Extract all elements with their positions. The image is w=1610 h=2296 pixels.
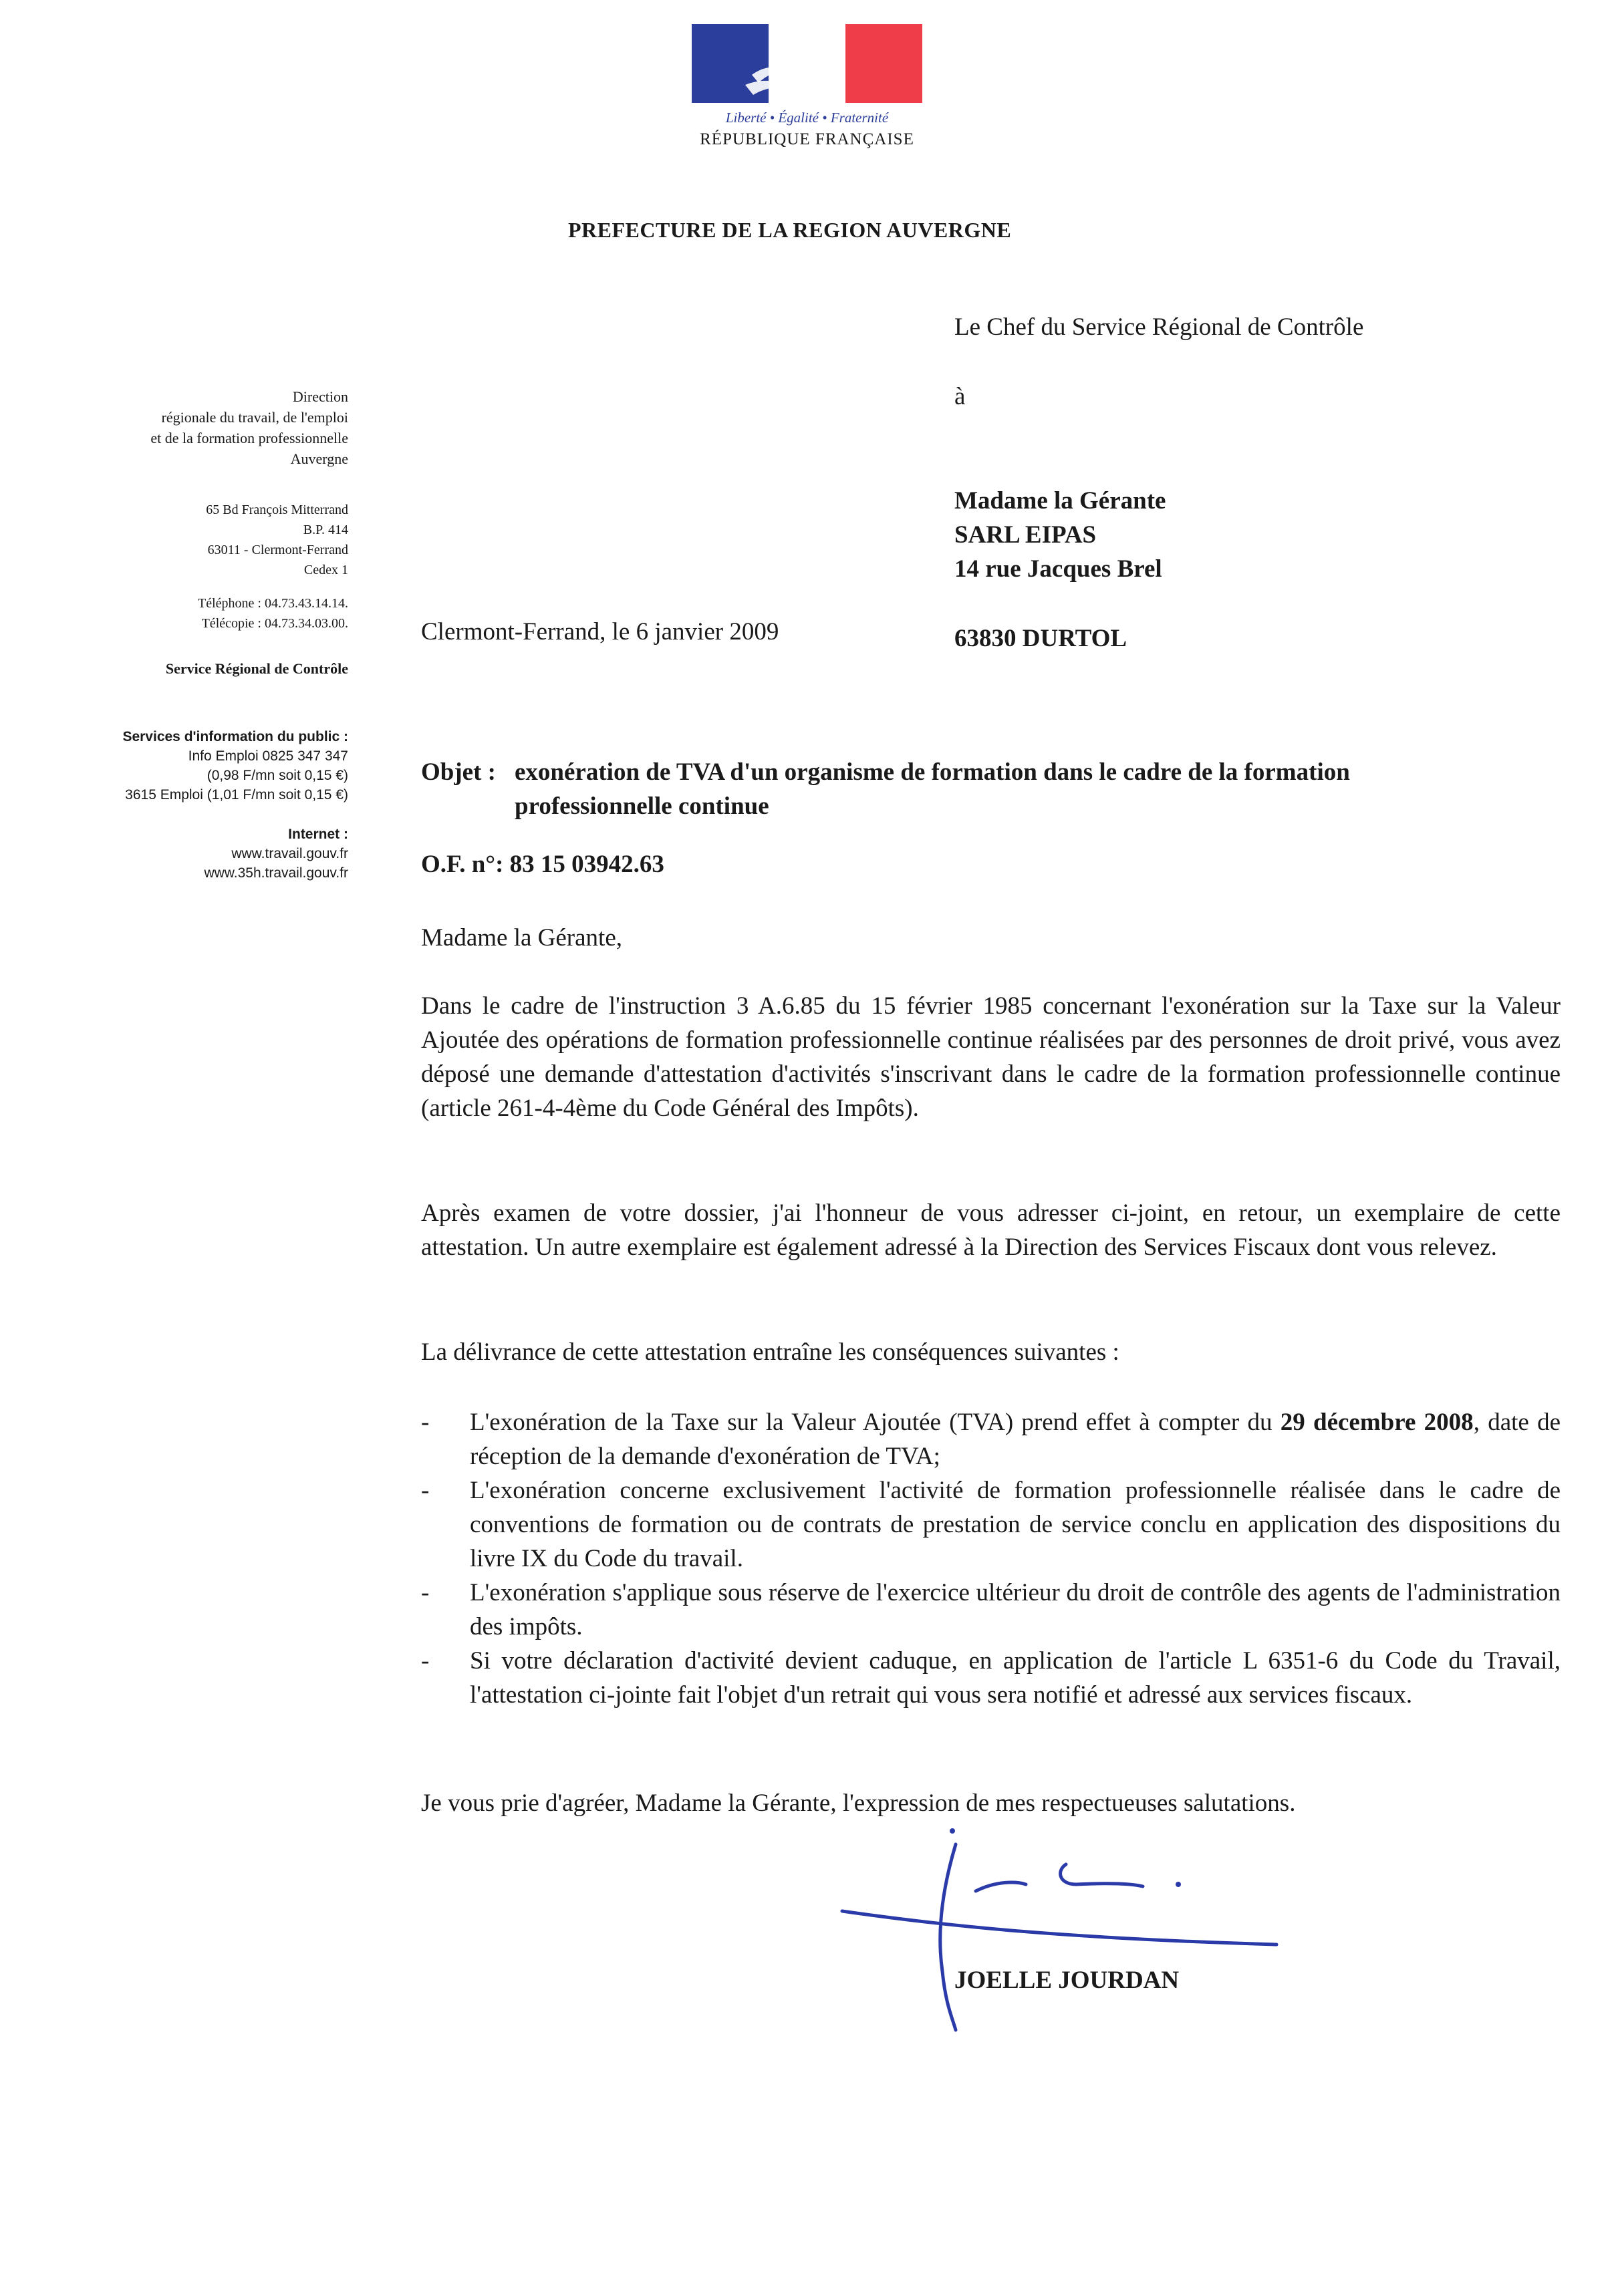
list-item bbox=[421, 1473, 1561, 1576]
public-info bbox=[122, 727, 348, 805]
bullet-dash: - bbox=[421, 1579, 430, 1606]
address-line: Cedex 1 bbox=[303, 563, 348, 577]
list-item bbox=[421, 1576, 1561, 1644]
public-info-line: Info Emploi 0825 347 347 bbox=[188, 748, 348, 764]
phone-number: Téléphone : 04.73.43.14.14. bbox=[198, 596, 348, 611]
place-date: Clermont-Ferrand, le 6 janvier 2009 bbox=[421, 618, 779, 645]
republic-motto: Liberté • Égalité • Fraternité bbox=[725, 110, 889, 126]
recipient-block bbox=[954, 484, 1166, 586]
internet-link: www.travail.gouv.fr bbox=[231, 846, 348, 861]
service-name: Service Régional de Contrôle bbox=[165, 660, 348, 677]
public-info-line: (0,98 F/mn soit 0,15 €) bbox=[207, 768, 348, 783]
republic-logo bbox=[688, 24, 929, 149]
of-number: O.F. n°: 83 15 03942.63 bbox=[421, 851, 664, 878]
direction-line: et de la formation professionnelle bbox=[150, 430, 348, 446]
address-line: 65 Bd François Mitterrand bbox=[206, 503, 348, 517]
direction-line: Direction bbox=[292, 388, 348, 405]
public-info-title: Services d'information du public : bbox=[122, 729, 348, 744]
signatory-name: JOELLE JOURDAN bbox=[954, 1967, 1180, 1994]
sender-direction bbox=[150, 386, 348, 469]
internet-info bbox=[204, 825, 348, 883]
bullet-text bbox=[470, 1405, 1561, 1473]
list-item bbox=[421, 1644, 1561, 1712]
recipient-line: Madame la Gérante bbox=[954, 487, 1166, 515]
recipient-line: SARL EIPAS bbox=[954, 521, 1097, 549]
list-item bbox=[421, 1405, 1561, 1473]
bullet-dash: - bbox=[421, 1409, 430, 1436]
bullet-dash: - bbox=[421, 1477, 430, 1504]
bullet-date: 29 décembre 2008 bbox=[1280, 1409, 1474, 1436]
salutation: Madame la Gérante, bbox=[421, 924, 622, 952]
bullet-text-part: L'exonération de la Taxe sur la Valeur Ajoutée (TVA) prend effet à compter du bbox=[470, 1409, 1281, 1436]
sender-contact bbox=[198, 593, 348, 633]
direction-line: régionale du travail, de l'emploi bbox=[161, 409, 348, 426]
marianne-flag-logo bbox=[692, 24, 922, 103]
direction-line: Auvergne bbox=[290, 450, 348, 467]
paragraph: La délivrance de cette attestation entraîne les conséquences suivantes : bbox=[421, 1338, 1119, 1366]
internet-title: Internet : bbox=[288, 827, 348, 842]
prefecture-title: PREFECTURE DE LA REGION AUVERGNE bbox=[568, 218, 1012, 242]
marianne-icon bbox=[725, 28, 769, 103]
subject-label: Objet : bbox=[421, 758, 496, 786]
paragraph: Après examen de votre dossier, j'ai l'honneur de vous adresser ci-joint, en retour, un exemplaire de cette attestation. Un autre exemplaire est également adressé à la Direction des Services Fiscaux dont vous relevez. bbox=[421, 1199, 1561, 1261]
public-info-line: 3615 Emploi (1,01 F/mn soit 0,15 €) bbox=[125, 787, 348, 803]
address-line: 63011 - Clermont-Ferrand bbox=[207, 543, 348, 557]
bullet-text-part: , date de réception de la demande d'exonération de TVA; bbox=[470, 1409, 1561, 1470]
bullet-text: Si votre déclaration d'activité devient caduque, en application de l'article L 6351-6 du Code du Travail, l'attestation ci-jointe fait l'objet d'un retrait qui vous sera notifié et adressé aux services fiscaux. bbox=[470, 1647, 1561, 1709]
sender-address bbox=[206, 500, 348, 580]
paragraph: Dans le cadre de l'instruction 3 A.6.85 du 15 février 1985 concernant l'exonération sur la Taxe sur la Valeur Ajoutée des opérations de formation professionnelle continue réalisées par des personnes de droit privé, vous avez déposé une demande d'attestation d'activités s'inscrivant dans le cadre de la formation professionnelle continue (article 261-4-4ème du Code Général des Impôts). bbox=[421, 992, 1561, 1122]
subject-text bbox=[515, 755, 1350, 823]
bullet-text: L'exonération s'applique sous réserve de l'exercice ultérieur du droit de contrôle des agents de l'administration des impôts. bbox=[470, 1579, 1561, 1640]
handwritten-signature bbox=[835, 1818, 1303, 2045]
subject-line: professionnelle continue bbox=[515, 793, 769, 820]
republic-name: RÉPUBLIQUE FRANÇAISE bbox=[700, 130, 914, 148]
internet-link: www.35h.travail.gouv.fr bbox=[204, 865, 348, 881]
subject-line: exonération de TVA d'un organisme de formation dans le cadre de la formation bbox=[515, 758, 1350, 786]
fax-number: Télécopie : 04.73.34.03.00. bbox=[201, 616, 348, 631]
bullet-dash: - bbox=[421, 1647, 430, 1675]
bullet-text: L'exonération concerne exclusivement l'activité de formation professionnelle réalisée dans le cadre de conventions de formation ou de contrats de prestation de service conclu en application des dispositions du livre IX du Code du travail. bbox=[470, 1477, 1561, 1572]
address-line: B.P. 414 bbox=[303, 523, 348, 537]
to-word: à bbox=[954, 383, 966, 410]
recipient-line: 14 rue Jacques Brel bbox=[954, 555, 1162, 583]
recipient-city: 63830 DURTOL bbox=[954, 625, 1127, 652]
closing: Je vous prie d'agréer, Madame la Gérante, l'expression de mes respectueuses salutations. bbox=[421, 1789, 1296, 1817]
from-line: Le Chef du Service Régional de Contrôle bbox=[954, 313, 1364, 341]
